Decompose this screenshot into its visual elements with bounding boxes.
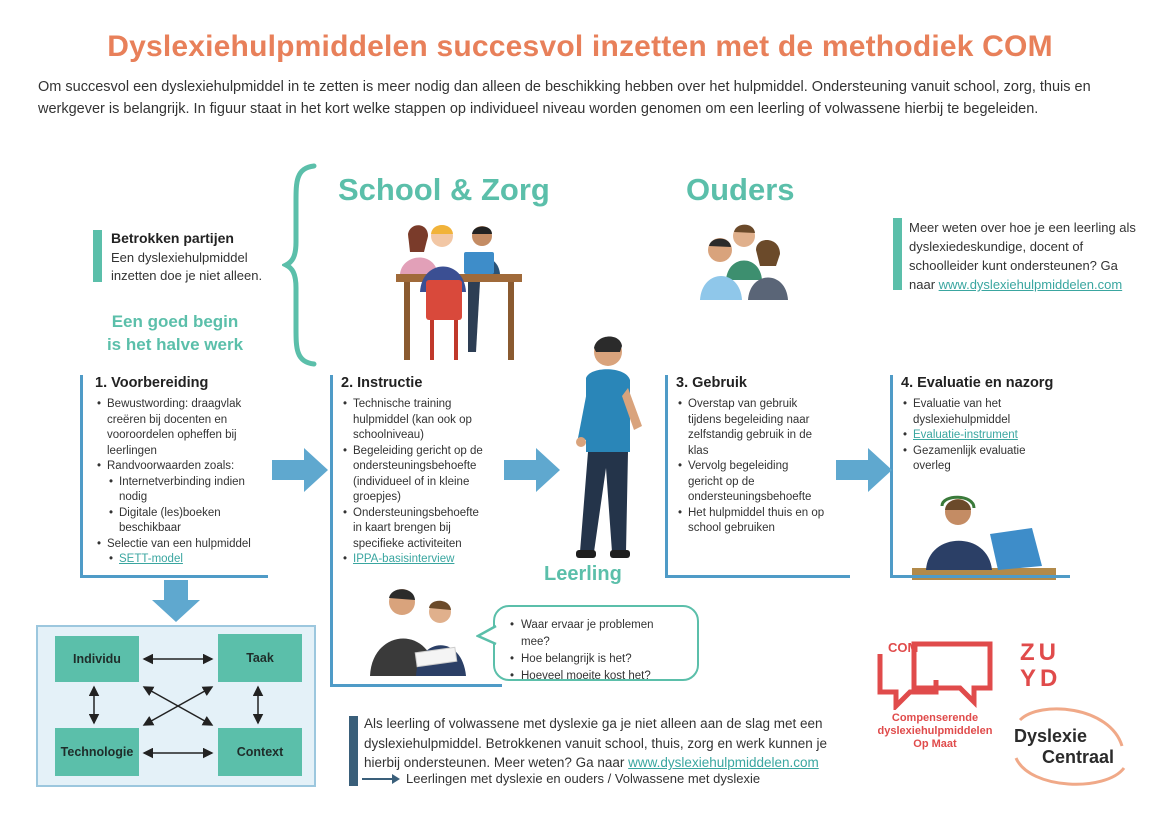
ippa-link[interactable]: IPPA-basisinterview bbox=[353, 553, 455, 565]
list-item: • Ondersteuningsbehoefte in kaart brengen bij specifieke activiteiten bbox=[341, 506, 491, 553]
arrow-right-icon bbox=[836, 446, 894, 494]
list-item: • Bewustwording: draagvlak creëren bij docenten en vooroordelen opheffen bij leerlingen bbox=[95, 397, 268, 459]
sett-arrows bbox=[36, 625, 316, 787]
arrow-right-icon bbox=[272, 446, 330, 494]
list-item: • Het hulpmiddel thuis en op school gebruiken bbox=[676, 506, 826, 537]
betrokken-box bbox=[111, 230, 281, 285]
group-school-zorg: School & Zorg bbox=[338, 172, 550, 207]
zuyd-logo bbox=[1020, 640, 1061, 692]
school-zorg-illustration bbox=[384, 222, 534, 364]
zuyd-logo-line: YD bbox=[1020, 665, 1062, 692]
list-item: • Technische training hulpmiddel (kan ook op schoolniveau) bbox=[341, 397, 491, 444]
list-item: • Overstap van gebruik tijdens begeleiding naar zelfstandig gebruik in de klas bbox=[676, 397, 826, 459]
sett-model-link[interactable]: SETT-model bbox=[119, 553, 183, 565]
sett-technologie: Technologie bbox=[55, 728, 139, 776]
page-title: Dyslexiehulpmiddelen succesvol inzetten met de methodiek COM bbox=[107, 30, 1053, 63]
sett-context: Context bbox=[218, 728, 302, 776]
arrow-right-icon bbox=[362, 772, 402, 786]
list-item: • Begeleiding gericht op de ondersteuningsbehoefte (individueel of in kleine groepjes) bbox=[341, 444, 491, 506]
accent-bar bbox=[349, 716, 358, 786]
list-item bbox=[901, 428, 1051, 444]
group-leerling: Leerling bbox=[544, 563, 622, 585]
step-title: 1. Voorbereiding bbox=[95, 375, 209, 391]
step-list bbox=[95, 397, 268, 568]
betrokken-title: Betrokken partijen bbox=[111, 230, 234, 246]
dc-logo-line: Dyslexie bbox=[1014, 726, 1088, 746]
goed-begin-slogan bbox=[80, 310, 270, 356]
com-sub-line: dyslexiehulpmiddelen bbox=[877, 725, 993, 737]
brace-icon bbox=[282, 162, 322, 368]
meer-weten-text: Meer weten over hoe je een leerling als dyslexiedeskundige, docent of schoolleider kunt ondersteunen? Ga naar bbox=[909, 220, 1136, 292]
accent-bar bbox=[93, 230, 102, 282]
step-list bbox=[676, 397, 826, 537]
bottom-arrow-text: Leerlingen met dyslexie en ouders / Volwassene met dyslexie bbox=[406, 771, 761, 786]
step-evaluatie bbox=[890, 375, 1070, 578]
arrow-right-icon bbox=[504, 446, 562, 494]
list-item: • Hoe belangrijk is het? bbox=[509, 651, 683, 668]
questions-bubble bbox=[493, 605, 699, 681]
meer-weten-box bbox=[909, 218, 1139, 294]
group-ouders: Ouders bbox=[686, 172, 795, 207]
com-sub-line: Op Maat bbox=[913, 738, 957, 750]
betrokken-text: Een dyslexiehulpmiddel inzetten doe je niet alleen. bbox=[111, 250, 263, 283]
bottom-note-text: Als leerling of volwassene met dyslexie ga je niet alleen aan de slag met een dyslexiehulpmiddel. Betrokkenen vanuit school, thuis, zorg en werk kunnen je hierbij ondersteunen. Meer weten? Ga naar bbox=[364, 716, 828, 770]
list-item bbox=[341, 552, 491, 568]
step-list bbox=[341, 397, 491, 568]
list-item: • Vervolg begeleiding gericht op de ondersteuningsbehoefte bbox=[676, 459, 826, 506]
ouders-illustration bbox=[696, 220, 792, 300]
com-logo-subtitle bbox=[870, 712, 1000, 751]
sett-taak: Taak bbox=[218, 634, 302, 682]
bottom-note-link[interactable]: www.dyslexiehulpmiddelen.com bbox=[628, 755, 819, 770]
list-item: • Hoeveel moeite kost het? bbox=[509, 668, 683, 685]
list-item: • Digitale (les)boeken beschikbaar bbox=[95, 506, 268, 537]
leerling-illustration bbox=[568, 330, 648, 562]
list-item bbox=[95, 552, 268, 568]
accent-bar bbox=[893, 218, 902, 290]
bubble-tail bbox=[476, 624, 498, 646]
step-title: 2. Instructie bbox=[341, 375, 423, 391]
intro-text: Om succesvol een dyslexiehulpmiddel in te zetten is meer nodig dan alleen de beschikking hebben over het hulpmiddel. Ondersteuning vanuit school, zorg, thuis en werkgever is belangrijk. In figuur staat in het kort welke stappen op individueel niveau worden genomen om een leerling of volwassene hierbij te begeleiden. bbox=[38, 79, 1091, 117]
dc-logo-line: Centraal bbox=[1042, 747, 1115, 767]
list-item: • Gezamenlijk evaluatie overleg bbox=[901, 444, 1051, 475]
dyslexie-centraal-logo bbox=[1014, 726, 1114, 768]
evaluatie-instrument-link[interactable]: Evaluatie-instrument bbox=[913, 429, 1018, 441]
list-item: • Randvoorwaarden zoals: bbox=[95, 459, 268, 475]
goed-begin-line1: Een goed begin bbox=[111, 312, 239, 331]
goed-begin-line2: is het halve werk bbox=[106, 335, 244, 354]
step-title: 3. Gebruik bbox=[676, 375, 747, 391]
list-item: • Waar ervaar je problemen mee? bbox=[509, 617, 683, 651]
step-list bbox=[901, 397, 1051, 475]
zuyd-logo-line: ZU bbox=[1020, 639, 1060, 666]
arrow-down-icon bbox=[150, 580, 202, 624]
bottom-note bbox=[364, 714, 840, 773]
com-logo-text: COM bbox=[888, 640, 919, 655]
step-title: 4. Evaluatie en nazorg bbox=[901, 375, 1054, 391]
list-item: • Evaluatie van het dyslexiehulpmiddel bbox=[901, 397, 1051, 428]
list-item: • Internetverbinding indien nodig bbox=[95, 475, 268, 506]
com-sub-line: Compenserende bbox=[891, 712, 979, 724]
step-voorbereiding bbox=[80, 375, 268, 578]
list-item: • Selectie van een hulpmiddel bbox=[95, 537, 268, 553]
meer-weten-link[interactable]: www.dyslexiehulpmiddelen.com bbox=[938, 277, 1123, 292]
sett-individu: Individu bbox=[55, 636, 139, 682]
questions-list bbox=[509, 617, 683, 685]
step-gebruik bbox=[665, 375, 850, 578]
